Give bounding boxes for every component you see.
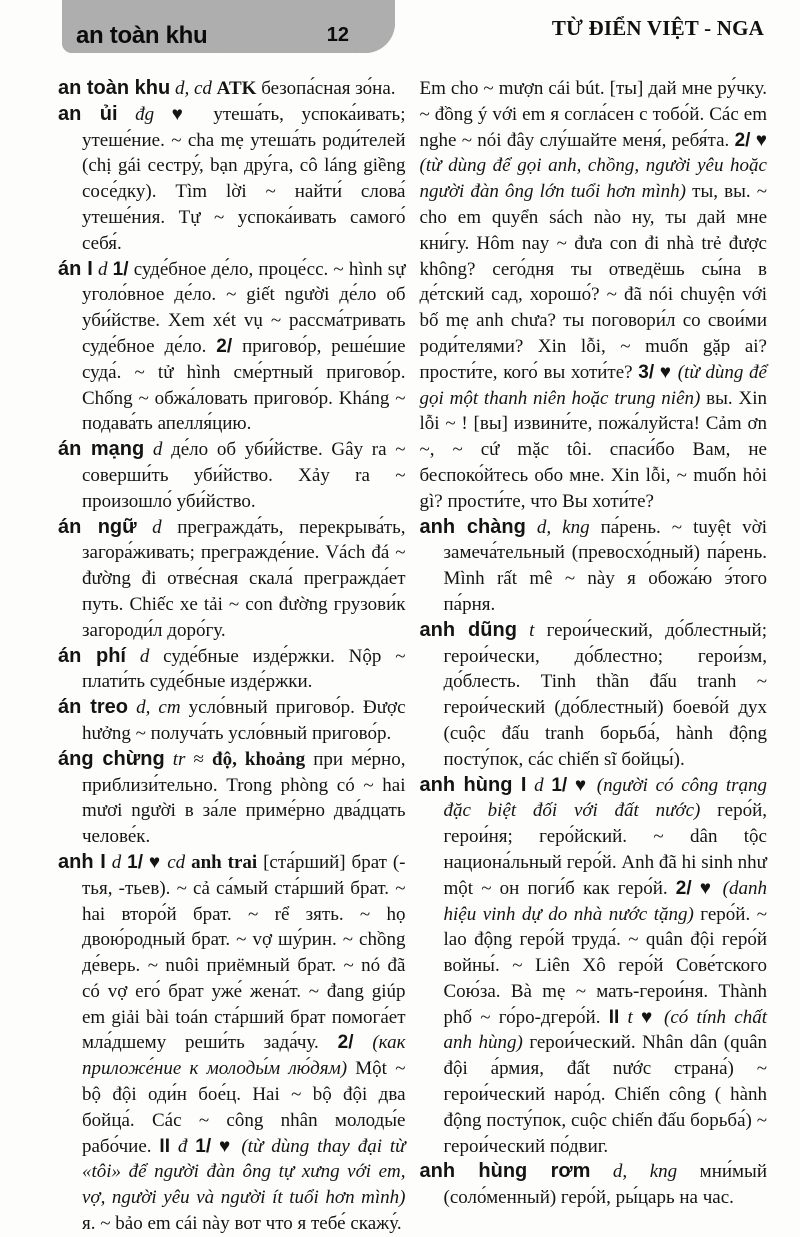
text-segment: безопа́сная зо́на. <box>256 78 396 99</box>
text-segment: d <box>125 645 164 667</box>
text-segment: 2/ <box>734 129 751 151</box>
text-segment: ♥ <box>654 361 678 383</box>
dictionary-title: TỪ ĐIỂN VIỆT - NGA <box>551 16 764 40</box>
text-segment: II <box>608 1006 620 1028</box>
text-segment: 2/ <box>216 335 233 357</box>
text-segment: (từ dùng thay đại từ «tôi» để người đàn ông tự xưng với em, vợ, người yêu và người ít tuổi hơn mình) <box>82 1135 406 1209</box>
text-segment: t <box>516 619 547 641</box>
text-segment: геро́й. ~ lao động геро́й труда́. ~ quân đội геро́й войны́. ~ Liên Xô геро́й Сове́тского Сою́за. Bà mẹ ~ мать-герои́ня. Thành phố ~ го́ро-дгеро́й. <box>443 903 767 1028</box>
text-segment: (từ dùng để gọi một thanh niên hoặc trung niên) <box>419 361 767 409</box>
text-segment: геро́й, герои́ня; геро́йский. ~ dân tộc национа́льный геро́й. Anh đã hi sinh như một ~ он поги́б как геро́й. <box>443 800 767 899</box>
text-segment: d, cd <box>170 78 217 99</box>
text-segment: 1/ <box>112 258 129 280</box>
text-segment: (từ dùng để gọi anh, chồng, người yêu hoặc người đàn ông lớn tuổi hơn mình) <box>419 155 767 203</box>
dictionary-entry <box>420 515 768 618</box>
text-segment: án ngữ <box>58 515 137 538</box>
text-segment: t <box>619 1006 641 1028</box>
text-segment: cd <box>167 851 192 873</box>
text-segment: 1/ <box>127 851 143 873</box>
text-segment: герои́ческий. Nhân dân (quân đội а́рмия, đất nước страна́) ~ герои́ческий наро́д. Chiến công ( hành động посту́пок, cuộc chiến đấu борьба́) ~ герои́ческий по́двиг. <box>443 1032 768 1157</box>
page-body <box>0 72 800 1237</box>
dictionary-entry <box>58 257 406 438</box>
text-segment: (как приложе́ние к молоды́м лю́дям) <box>82 1032 406 1080</box>
text-segment: я. ~ bảo em cái này вот что я тебе́ скажу́. <box>82 1213 402 1235</box>
guide-headword: an toàn khu <box>76 22 208 49</box>
dictionary-entry <box>58 695 406 747</box>
text-segment: (người có công trạng đặc biệt đối với đất nước) <box>443 774 768 822</box>
dictionary-entry <box>58 747 406 850</box>
text-segment: де́ло об уби́йстве. Gây ra ~ соверши́ть уби́йство. Xảy ra ~ произошло́ уби́йство. <box>82 439 406 512</box>
dictionary-entry <box>58 76 406 102</box>
text-segment: 2/ <box>337 1032 354 1054</box>
text-segment <box>354 1032 373 1053</box>
dictionary-entry <box>58 102 406 257</box>
text-segment: d <box>144 439 172 461</box>
dictionary-entry <box>420 773 768 1160</box>
text-segment: ♥ <box>691 877 723 899</box>
dictionary-entry <box>58 515 406 644</box>
text-segment: anh chàng <box>419 515 526 538</box>
page-header <box>0 0 800 72</box>
text-segment: đ <box>169 1135 196 1157</box>
text-segment: Em cho ~ mượn cái bút. [ты] дай мне ру́чку. ~ đồng ý với em я согла́сен с тобо́й. Các em nghe ~ nói đây слу́шайте меня́, ребя́та. <box>419 78 767 151</box>
text-segment: anh I <box>58 850 106 873</box>
text-segment: tr <box>164 748 194 770</box>
text-segment: мни́мый (соло́менный) геро́й, ры́царь на час. <box>443 1161 767 1209</box>
dictionary-entry <box>420 618 768 773</box>
text-segment: 2/ <box>675 877 692 899</box>
text-segment: độ, khoảng <box>212 748 306 770</box>
right-column <box>420 76 768 1237</box>
text-segment: II <box>159 1135 170 1157</box>
text-segment: d <box>105 851 128 873</box>
text-segment: (danh hiệu vinh dự do nhà nước tặng) <box>443 877 767 925</box>
text-segment: герои́ческий, до́блестный; герои́чески, до́блестно; герои́зм, до́блесть. Tinh thần đấu tranh ~ герои́ческий (до́блестный) боево́й дух (cuộc đấu tranh борьба́, hành động посту́пок, các chiến sĩ бойцы́). <box>443 619 767 770</box>
text-segment: d, cm <box>128 697 189 719</box>
dictionary-entry <box>58 644 406 696</box>
text-segment: án phí <box>58 644 126 667</box>
text-segment: đg <box>117 103 172 125</box>
text-segment: ATK <box>216 78 257 99</box>
text-segment: án mạng <box>58 438 145 461</box>
page-number: 12 <box>326 24 349 46</box>
dictionary-entry <box>58 437 406 514</box>
dictionary-entry <box>58 850 406 1237</box>
text-segment: [ста́рший] брат (-тья, -тьев). ~ cả са́мый ста́рший брат. ~ hai второ́й брат. ~ rể зять. ~ họ двою́родный брат. ~ vợ шу́рин. ~ chồng де́верь. ~ nuôi приёмный брат. ~ nó đã có vợ его́ брат уже́ жена́т. ~ đang giúp em giải bài toán ста́рший брат помога́ет мла́дшему реши́ть зада́чу. <box>82 851 406 1054</box>
text-segment: ♥ <box>750 129 767 151</box>
text-segment: усло́вный пригово́р. Được hưởng ~ получа́ть усло́вный пригово́р. <box>82 697 406 744</box>
text-segment: án treo <box>58 696 128 719</box>
text-segment: anh trai <box>191 851 258 873</box>
text-segment: d <box>92 258 113 280</box>
left-column <box>58 76 406 1237</box>
text-segment: d, kng <box>525 516 601 538</box>
text-segment: суде́бное де́ло, проце́сс. ~ hình sự уголо́вное де́ло. ~ giết người де́ло об уби́йстве. Xem xét vụ ~ рассма́тривать суде́бное де́ло. <box>82 258 406 357</box>
text-segment: án I <box>58 257 93 280</box>
text-segment: па́рень. ~ tuyệt vời замеча́тельный (превосхо́дный) па́рень. Mình rất mê ~ này я обожа́ю э́того па́рня. <box>443 516 767 615</box>
text-segment: 1/ <box>551 774 568 796</box>
text-segment: an ủi <box>58 102 118 125</box>
text-segment: anh hùng I <box>419 773 527 796</box>
text-segment: ты, вы. ~ cho em quyển sách nào ну, ты дай мне кни́гу. Hôm nay ~ đưa con đi nhà trẻ được không? сего́дня ты отведёшь сы́на в де́тский сад, хорошо́? ~ đã nói chuyện với bố mẹ anh chưa? ты поговори́л со свои́ми роди́телями? Xin lỗi, ~ muốn gặp ai? прости́те, кого́ вы хоти́те? <box>419 181 767 383</box>
text-segment: ♥ <box>143 851 168 873</box>
text-segment: d <box>136 516 178 538</box>
text-segment: áng chừng <box>58 747 165 770</box>
text-segment: d, kng <box>590 1161 700 1183</box>
text-segment: 3/ <box>638 361 655 383</box>
page-header-banner <box>62 0 395 53</box>
text-segment: пригово́р, реше́шие суда́. ~ tử hình сме́ртный пригово́р. Chống ~ обжа́ловать пригово́р. Kháng ~ подава́ть апелля́цию. <box>82 335 406 435</box>
text-segment: Một ~ bộ đội оди́н бое́ц. Hai ~ bộ đội два бойца́. Các ~ công nhân молоды́е рабо́чие. <box>82 1058 406 1157</box>
text-segment: ♥ <box>211 1135 242 1157</box>
text-segment: anh dũng <box>419 618 517 641</box>
text-segment: (có tính chất anh hùng) <box>443 1006 767 1054</box>
text-segment: при ме́рно, приблизи́тельно. Trong phòng có ~ hai mươi người в за́ле приме́рно два́дцать челове́к. <box>82 748 406 848</box>
dictionary-entry <box>420 1159 768 1211</box>
text-segment: ♥ утеша́ть, успока́ивать; утеше́ние. ~ cha mẹ утеша́ть роди́телей (chị gái сестру́, bạn дру́га, cô láng giềng сосе́дку). Tìm lời ~ найти́ слова́ утеше́ния. Tự ~ успока́ивать самого́ себя́. <box>82 103 406 254</box>
entry-continuation <box>420 76 768 515</box>
text-segment: anh hùng rơm <box>419 1160 591 1183</box>
text-segment: вы. Xin lỗi ~ ! [вы] извини́те, пожа́луйста! Cảm ơn ~, ~ cứ mặc tôi. спаси́бо Вам, не беспоко́йтесь обо мне. Xin lỗi, ~ muốn hỏi gì? прости́те, что Вы хоти́те? <box>419 387 767 512</box>
text-segment: an toàn khu <box>58 77 171 99</box>
text-segment: ♥ <box>567 774 597 796</box>
text-segment: ♥ <box>641 1006 664 1028</box>
text-segment: ≈ <box>193 748 213 770</box>
text-segment: прегражда́ть, перекрыва́ть, загора́живать; прегражде́ние. Vách đá ~ đường đi отве́сная скала́ прегражда́ет путь. Chiếc xe tải ~ con đường грузови́к загороди́л доро́гу. <box>82 516 406 641</box>
text-segment: 1/ <box>195 1135 212 1157</box>
text-segment: d <box>526 774 552 796</box>
text-segment: суде́бные изде́ржки. Nộp ~ плати́ть суде́бные изде́ржки. <box>82 645 406 693</box>
